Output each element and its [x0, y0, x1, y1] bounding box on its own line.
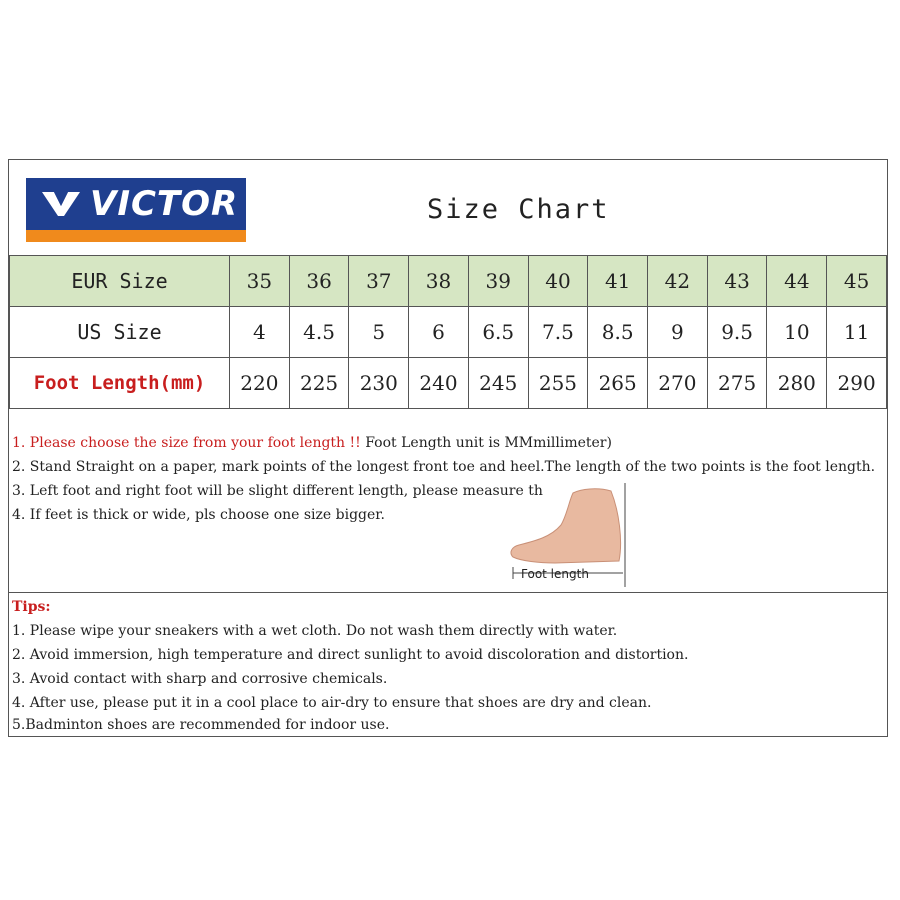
measurement-notes [9, 411, 887, 593]
row-label-eur: EUR Size [10, 256, 230, 307]
table-cell: 40 [528, 256, 588, 307]
size-chart-frame [8, 159, 888, 737]
table-cell: 6.5 [468, 307, 528, 358]
table-cell: 255 [528, 358, 588, 409]
table-cell: 43 [707, 256, 767, 307]
note-1-rest: Foot Length unit is MMmillimeter) [360, 435, 612, 451]
table-cell: 38 [409, 256, 469, 307]
table-cell: 35 [230, 256, 290, 307]
table-cell: 10 [767, 307, 827, 358]
table-cell: 44 [767, 256, 827, 307]
row-label-foot-length: Foot Length(mm) [10, 358, 230, 409]
tips-title: Tips: [12, 599, 51, 615]
chart-header [9, 160, 887, 256]
table-cell: 42 [648, 256, 708, 307]
foot-measure-figure [503, 481, 627, 591]
table-cell: 225 [289, 358, 349, 409]
page-title: Size Chart [427, 194, 610, 225]
table-cell: 41 [588, 256, 648, 307]
care-tips [9, 593, 887, 736]
table-cell: 8.5 [588, 307, 648, 358]
foot-length-caption: Foot length [521, 567, 589, 581]
table-cell: 220 [230, 358, 290, 409]
table-cell: 240 [409, 358, 469, 409]
table-cell: 37 [349, 256, 409, 307]
table-cell: 230 [349, 358, 409, 409]
table-cell: 7.5 [528, 307, 588, 358]
table-row-foot-length [10, 358, 887, 409]
note-4: 4. If feet is thick or wide, pls choose one size bigger. [12, 507, 385, 523]
table-cell: 36 [289, 256, 349, 307]
row-label-us: US Size [10, 307, 230, 358]
victor-logo [26, 178, 246, 242]
table-cell: 9.5 [707, 307, 767, 358]
table-cell: 6 [409, 307, 469, 358]
table-cell: 265 [588, 358, 648, 409]
table-cell: 280 [767, 358, 827, 409]
table-cell: 245 [468, 358, 528, 409]
table-cell: 39 [468, 256, 528, 307]
table-row-eur [10, 256, 887, 307]
table-cell: 9 [648, 307, 708, 358]
table-cell: 45 [827, 256, 887, 307]
note-2: 2. Stand Straight on a paper, mark points of the longest front toe and heel.The length of the two points is the foot length. [12, 459, 876, 475]
table-cell: 5 [349, 307, 409, 358]
tip-item: 3. Avoid contact with sharp and corrosive chemicals. [12, 671, 388, 687]
note-1-highlight: 1. Please choose the size from your foot length !! [12, 435, 361, 451]
victor-wings-icon [40, 188, 82, 220]
table-row-us [10, 307, 887, 358]
size-table [9, 255, 887, 409]
table-cell: 275 [707, 358, 767, 409]
tip-item: 1. Please wipe your sneakers with a wet cloth. Do not wash them directly with water. [12, 623, 618, 639]
tip-item: 5.Badminton shoes are recommended for indoor use. [12, 717, 390, 733]
table-cell: 11 [827, 307, 887, 358]
logo-blue-band [26, 178, 246, 230]
tip-item: 4. After use, please put it in a cool place to air-dry to ensure that shoes are dry and clean. [12, 695, 652, 711]
table-cell: 290 [827, 358, 887, 409]
logo-orange-stripe [26, 230, 246, 242]
table-cell: 4 [230, 307, 290, 358]
note-3: 3. Left foot and right foot will be slight different length, please measure th [12, 483, 543, 499]
table-cell: 4.5 [289, 307, 349, 358]
table-cell: 270 [648, 358, 708, 409]
note-1 [12, 435, 612, 451]
tip-item: 2. Avoid immersion, high temperature and direct sunlight to avoid discoloration and distortion. [12, 647, 689, 663]
logo-text: VICTOR [90, 184, 239, 224]
